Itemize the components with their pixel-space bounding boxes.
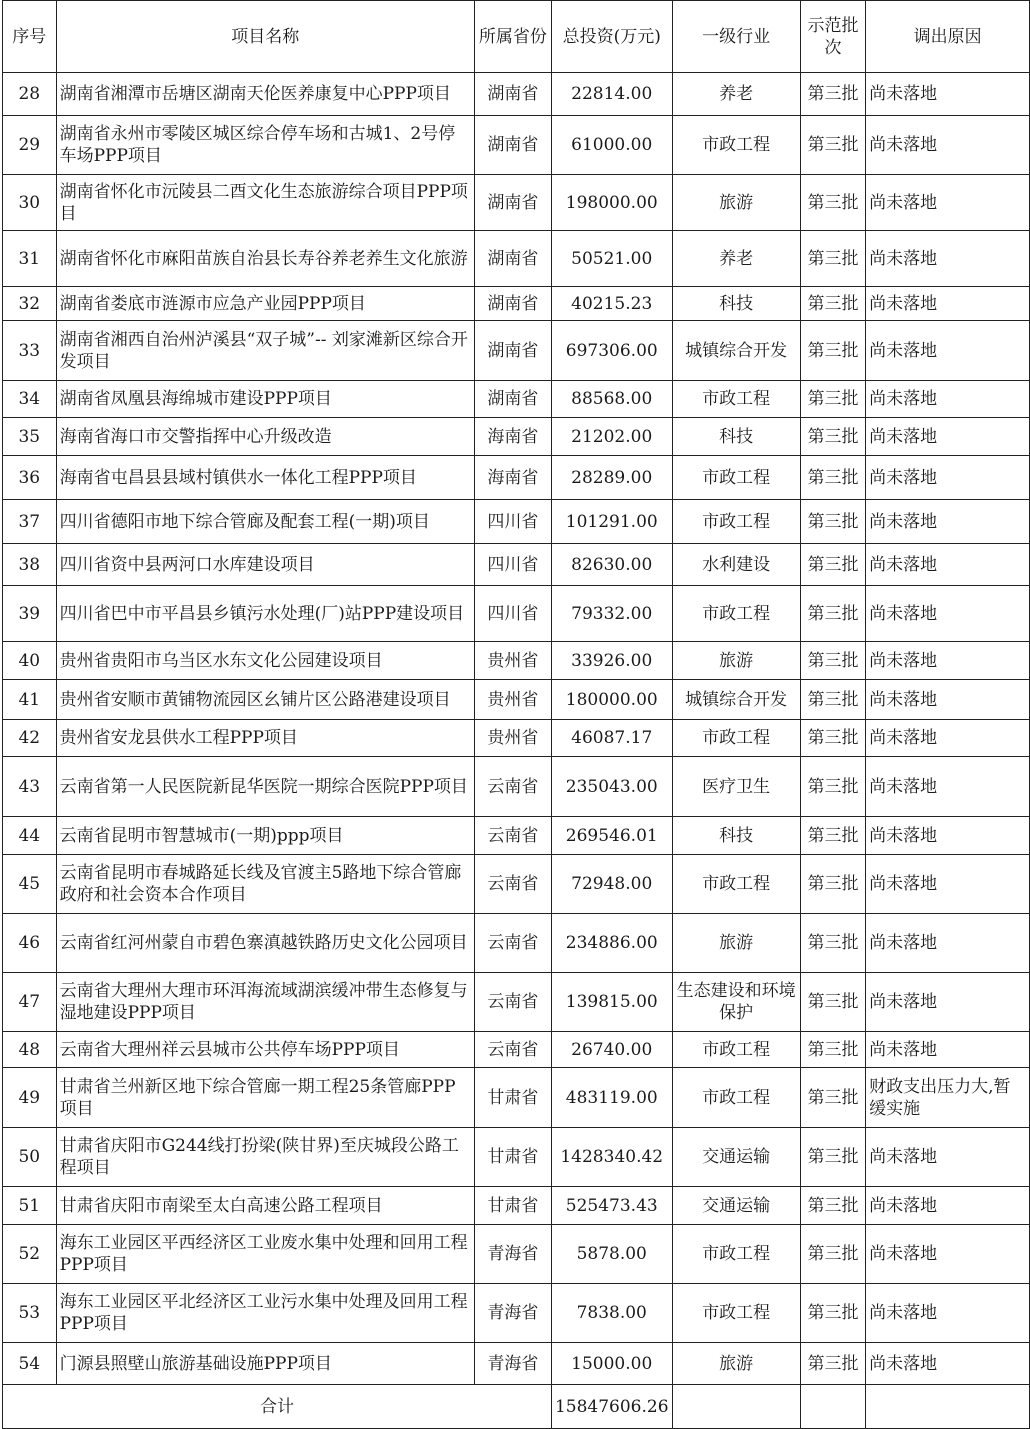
cell-industry: 市政工程 <box>672 1225 800 1284</box>
cell-name: 湖南省怀化市麻阳苗族自治县长寿谷养老养生文化旅游 <box>56 231 474 287</box>
cell-batch: 第三批 <box>800 1128 865 1187</box>
cell-batch: 第三批 <box>800 73 865 116</box>
cell-batch: 第三批 <box>800 500 865 544</box>
cell-batch: 第三批 <box>800 757 865 817</box>
cell-province: 四川省 <box>474 586 551 642</box>
cell-batch: 第三批 <box>800 231 865 287</box>
cell-province: 贵州省 <box>474 720 551 757</box>
cell-reason: 尚未落地 <box>866 914 1030 973</box>
cell-province: 云南省 <box>474 914 551 973</box>
cell-industry: 市政工程 <box>672 855 800 914</box>
table-row <box>3 231 1030 287</box>
cell-province: 甘肃省 <box>474 1187 551 1225</box>
cell-province: 青海省 <box>474 1225 551 1284</box>
cell-batch: 第三批 <box>800 586 865 642</box>
cell-industry: 科技 <box>672 418 800 456</box>
table-row <box>3 73 1030 116</box>
cell-no: 50 <box>3 1128 57 1187</box>
cell-investment: 26740.00 <box>551 1032 672 1068</box>
cell-name: 四川省资中县两河口水库建设项目 <box>56 544 474 586</box>
cell-province: 青海省 <box>474 1343 551 1385</box>
cell-investment: 15000.00 <box>551 1343 672 1385</box>
cell-investment: 22814.00 <box>551 73 672 116</box>
cell-batch: 第三批 <box>800 680 865 720</box>
cell-investment: 28289.00 <box>551 456 672 500</box>
cell-reason: 尚未落地 <box>866 287 1030 321</box>
cell-investment: 1428340.42 <box>551 1128 672 1187</box>
cell-name: 四川省巴中市平昌县乡镇污水处理(厂)站PPP建设项目 <box>56 586 474 642</box>
cell-industry: 旅游 <box>672 914 800 973</box>
cell-industry: 养老 <box>672 73 800 116</box>
cell-industry: 市政工程 <box>672 720 800 757</box>
cell-batch: 第三批 <box>800 175 865 231</box>
cell-batch: 第三批 <box>800 642 865 680</box>
cell-name: 甘肃省庆阳市G244线打扮梁(陕甘界)至庆城段公路工程项目 <box>56 1128 474 1187</box>
cell-batch: 第三批 <box>800 1187 865 1225</box>
cell-reason: 尚未落地 <box>866 418 1030 456</box>
cell-no: 29 <box>3 116 57 175</box>
cell-batch: 第三批 <box>800 1225 865 1284</box>
cell-batch: 第三批 <box>800 973 865 1032</box>
cell-batch: 第三批 <box>800 817 865 855</box>
header-batch: 示范批次 <box>800 1 865 73</box>
cell-name: 海南省海口市交警指挥中心升级改造 <box>56 418 474 456</box>
cell-industry: 市政工程 <box>672 500 800 544</box>
cell-industry: 城镇综合开发 <box>672 321 800 381</box>
total-investment: 15847606.26 <box>551 1385 672 1429</box>
cell-reason: 尚未落地 <box>866 757 1030 817</box>
table-row <box>3 287 1030 321</box>
cell-investment: 21202.00 <box>551 418 672 456</box>
cell-batch: 第三批 <box>800 321 865 381</box>
cell-industry: 交通运输 <box>672 1187 800 1225</box>
table-row <box>3 586 1030 642</box>
cell-investment: 483119.00 <box>551 1068 672 1128</box>
cell-reason: 尚未落地 <box>866 456 1030 500</box>
cell-name: 云南省大理州大理市环洱海流域湖滨缓冲带生态修复与湿地建设PPP项目 <box>56 973 474 1032</box>
cell-investment: 79332.00 <box>551 586 672 642</box>
cell-name: 湖南省娄底市涟源市应急产业园PPP项目 <box>56 287 474 321</box>
cell-name: 湖南省湘西自治州泸溪县“双子城”-- 刘家滩新区综合开发项目 <box>56 321 474 381</box>
cell-province: 湖南省 <box>474 73 551 116</box>
cell-province: 湖南省 <box>474 175 551 231</box>
total-label: 合计 <box>3 1385 552 1429</box>
cell-name: 甘肃省庆阳市南梁至太白高速公路工程项目 <box>56 1187 474 1225</box>
table-row <box>3 1284 1030 1343</box>
cell-investment: 269546.01 <box>551 817 672 855</box>
table-row <box>3 855 1030 914</box>
cell-no: 31 <box>3 231 57 287</box>
cell-industry: 市政工程 <box>672 586 800 642</box>
cell-province: 云南省 <box>474 973 551 1032</box>
cell-investment: 525473.43 <box>551 1187 672 1225</box>
cell-province: 湖南省 <box>474 231 551 287</box>
cell-reason: 尚未落地 <box>866 1225 1030 1284</box>
project-table <box>2 0 1030 1429</box>
cell-no: 47 <box>3 973 57 1032</box>
total-empty-cell <box>672 1385 800 1429</box>
cell-name: 海东工业园区平北经济区工业污水集中处理及回用工程PPP项目 <box>56 1284 474 1343</box>
cell-name: 湖南省凤凰县海绵城市建设PPP项目 <box>56 381 474 418</box>
cell-reason: 尚未落地 <box>866 116 1030 175</box>
table-row <box>3 1068 1030 1128</box>
total-empty-cell <box>800 1385 865 1429</box>
cell-name: 湖南省永州市零陵区城区综合停车场和古城1、2号停车场PPP项目 <box>56 116 474 175</box>
cell-no: 28 <box>3 73 57 116</box>
cell-industry: 市政工程 <box>672 1032 800 1068</box>
cell-reason: 尚未落地 <box>866 1284 1030 1343</box>
cell-batch: 第三批 <box>800 418 865 456</box>
cell-province: 海南省 <box>474 418 551 456</box>
table-row <box>3 1128 1030 1187</box>
cell-investment: 7838.00 <box>551 1284 672 1343</box>
cell-no: 35 <box>3 418 57 456</box>
cell-reason: 财政支出压力大,暂缓实施 <box>866 1068 1030 1128</box>
cell-name: 云南省昆明市春城路延长线及官渡主5路地下综合管廊政府和社会资本合作项目 <box>56 855 474 914</box>
cell-investment: 101291.00 <box>551 500 672 544</box>
header-province: 所属省份 <box>474 1 551 73</box>
cell-industry: 旅游 <box>672 642 800 680</box>
table-row <box>3 321 1030 381</box>
cell-no: 46 <box>3 914 57 973</box>
cell-province: 甘肃省 <box>474 1128 551 1187</box>
cell-industry: 城镇综合开发 <box>672 680 800 720</box>
cell-batch: 第三批 <box>800 1284 865 1343</box>
cell-name: 贵州省贵阳市乌当区水东文化公园建设项目 <box>56 642 474 680</box>
cell-reason: 尚未落地 <box>866 720 1030 757</box>
cell-investment: 235043.00 <box>551 757 672 817</box>
cell-name: 云南省昆明市智慧城市(一期)ppp项目 <box>56 817 474 855</box>
cell-name: 湖南省怀化市沅陵县二酉文化生态旅游综合项目PPP项目 <box>56 175 474 231</box>
cell-industry: 市政工程 <box>672 1068 800 1128</box>
table-row <box>3 720 1030 757</box>
cell-batch: 第三批 <box>800 1032 865 1068</box>
cell-no: 41 <box>3 680 57 720</box>
cell-reason: 尚未落地 <box>866 73 1030 116</box>
cell-no: 51 <box>3 1187 57 1225</box>
cell-name: 湖南省湘潭市岳塘区湖南天伦医养康复中心PPP项目 <box>56 73 474 116</box>
cell-reason: 尚未落地 <box>866 1128 1030 1187</box>
header-no: 序号 <box>3 1 57 73</box>
table-row <box>3 456 1030 500</box>
header-name: 项目名称 <box>56 1 474 73</box>
table-row <box>3 544 1030 586</box>
cell-no: 33 <box>3 321 57 381</box>
cell-investment: 40215.23 <box>551 287 672 321</box>
cell-batch: 第三批 <box>800 116 865 175</box>
table-row <box>3 116 1030 175</box>
cell-industry: 养老 <box>672 231 800 287</box>
cell-no: 37 <box>3 500 57 544</box>
cell-province: 湖南省 <box>474 381 551 418</box>
cell-no: 30 <box>3 175 57 231</box>
cell-no: 40 <box>3 642 57 680</box>
header-investment: 总投资(万元) <box>551 1 672 73</box>
table-row <box>3 418 1030 456</box>
cell-province: 甘肃省 <box>474 1068 551 1128</box>
cell-name: 云南省大理州祥云县城市公共停车场PPP项目 <box>56 1032 474 1068</box>
cell-investment: 72948.00 <box>551 855 672 914</box>
cell-batch: 第三批 <box>800 287 865 321</box>
cell-reason: 尚未落地 <box>866 855 1030 914</box>
cell-batch: 第三批 <box>800 456 865 500</box>
cell-industry: 市政工程 <box>672 456 800 500</box>
cell-industry: 旅游 <box>672 175 800 231</box>
cell-batch: 第三批 <box>800 855 865 914</box>
cell-investment: 88568.00 <box>551 381 672 418</box>
cell-no: 48 <box>3 1032 57 1068</box>
cell-industry: 医疗卫生 <box>672 757 800 817</box>
total-row <box>3 1385 1030 1429</box>
cell-province: 青海省 <box>474 1284 551 1343</box>
cell-name: 门源县照壁山旅游基础设施PPP项目 <box>56 1343 474 1385</box>
cell-reason: 尚未落地 <box>866 1032 1030 1068</box>
cell-name: 甘肃省兰州新区地下综合管廊一期工程25条管廊PPP项目 <box>56 1068 474 1128</box>
cell-reason: 尚未落地 <box>866 500 1030 544</box>
cell-investment: 139815.00 <box>551 973 672 1032</box>
cell-industry: 水利建设 <box>672 544 800 586</box>
table-row <box>3 680 1030 720</box>
cell-province: 四川省 <box>474 544 551 586</box>
cell-reason: 尚未落地 <box>866 544 1030 586</box>
cell-no: 34 <box>3 381 57 418</box>
cell-no: 38 <box>3 544 57 586</box>
cell-industry: 市政工程 <box>672 381 800 418</box>
table-row <box>3 1343 1030 1385</box>
cell-no: 43 <box>3 757 57 817</box>
cell-province: 贵州省 <box>474 642 551 680</box>
cell-province: 湖南省 <box>474 287 551 321</box>
cell-batch: 第三批 <box>800 544 865 586</box>
cell-no: 36 <box>3 456 57 500</box>
cell-no: 49 <box>3 1068 57 1128</box>
cell-industry: 交通运输 <box>672 1128 800 1187</box>
cell-investment: 61000.00 <box>551 116 672 175</box>
cell-reason: 尚未落地 <box>866 231 1030 287</box>
cell-province: 云南省 <box>474 817 551 855</box>
table-row <box>3 175 1030 231</box>
cell-no: 42 <box>3 720 57 757</box>
table-row <box>3 381 1030 418</box>
cell-industry: 科技 <box>672 817 800 855</box>
cell-name: 贵州省安顺市黄铺物流园区幺铺片区公路港建设项目 <box>56 680 474 720</box>
cell-no: 45 <box>3 855 57 914</box>
table-row <box>3 500 1030 544</box>
cell-province: 贵州省 <box>474 680 551 720</box>
cell-investment: 180000.00 <box>551 680 672 720</box>
cell-province: 云南省 <box>474 855 551 914</box>
cell-province: 海南省 <box>474 456 551 500</box>
cell-no: 44 <box>3 817 57 855</box>
cell-reason: 尚未落地 <box>866 321 1030 381</box>
cell-province: 云南省 <box>474 757 551 817</box>
cell-reason: 尚未落地 <box>866 175 1030 231</box>
cell-investment: 50521.00 <box>551 231 672 287</box>
cell-no: 54 <box>3 1343 57 1385</box>
cell-reason: 尚未落地 <box>866 642 1030 680</box>
cell-investment: 697306.00 <box>551 321 672 381</box>
cell-investment: 33926.00 <box>551 642 672 680</box>
cell-reason: 尚未落地 <box>866 817 1030 855</box>
cell-province: 云南省 <box>474 1032 551 1068</box>
cell-reason: 尚未落地 <box>866 973 1030 1032</box>
cell-reason: 尚未落地 <box>866 586 1030 642</box>
cell-batch: 第三批 <box>800 381 865 418</box>
cell-reason: 尚未落地 <box>866 1343 1030 1385</box>
header-reason: 调出原因 <box>866 1 1030 73</box>
cell-province: 四川省 <box>474 500 551 544</box>
cell-reason: 尚未落地 <box>866 381 1030 418</box>
cell-investment: 46087.17 <box>551 720 672 757</box>
cell-industry: 市政工程 <box>672 116 800 175</box>
cell-investment: 82630.00 <box>551 544 672 586</box>
cell-investment: 234886.00 <box>551 914 672 973</box>
table-row <box>3 1032 1030 1068</box>
cell-name: 四川省德阳市地下综合管廊及配套工程(一期)项目 <box>56 500 474 544</box>
cell-batch: 第三批 <box>800 720 865 757</box>
table-row <box>3 757 1030 817</box>
cell-name: 云南省红河州蒙自市碧色寨滇越铁路历史文化公园项目 <box>56 914 474 973</box>
cell-investment: 198000.00 <box>551 175 672 231</box>
cell-name: 贵州省安龙县供水工程PPP项目 <box>56 720 474 757</box>
cell-province: 湖南省 <box>474 321 551 381</box>
cell-investment: 5878.00 <box>551 1225 672 1284</box>
cell-no: 52 <box>3 1225 57 1284</box>
cell-no: 32 <box>3 287 57 321</box>
cell-batch: 第三批 <box>800 914 865 973</box>
cell-reason: 尚未落地 <box>866 680 1030 720</box>
table-row <box>3 642 1030 680</box>
cell-reason: 尚未落地 <box>866 1187 1030 1225</box>
cell-industry: 生态建设和环境保护 <box>672 973 800 1032</box>
cell-province: 湖南省 <box>474 116 551 175</box>
table-row <box>3 973 1030 1032</box>
cell-name: 海南省屯昌县县域村镇供水一体化工程PPP项目 <box>56 456 474 500</box>
header-industry: 一级行业 <box>672 1 800 73</box>
table-row <box>3 1187 1030 1225</box>
cell-name: 海东工业园区平西经济区工业废水集中处理和回用工程PPP项目 <box>56 1225 474 1284</box>
cell-batch: 第三批 <box>800 1068 865 1128</box>
cell-industry: 科技 <box>672 287 800 321</box>
table-row <box>3 1225 1030 1284</box>
table-row <box>3 914 1030 973</box>
cell-industry: 市政工程 <box>672 1284 800 1343</box>
table-row <box>3 817 1030 855</box>
cell-no: 53 <box>3 1284 57 1343</box>
cell-batch: 第三批 <box>800 1343 865 1385</box>
cell-name: 云南省第一人民医院新昆华医院一期综合医院PPP项目 <box>56 757 474 817</box>
cell-no: 39 <box>3 586 57 642</box>
total-empty-cell <box>866 1385 1030 1429</box>
cell-industry: 旅游 <box>672 1343 800 1385</box>
header-row <box>3 1 1030 73</box>
